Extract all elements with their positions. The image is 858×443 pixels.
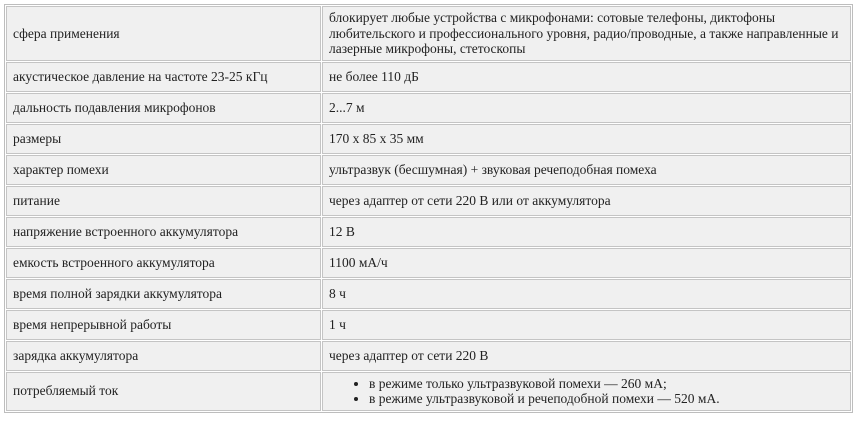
value-cell: 170 х 85 х 35 мм [322, 124, 851, 154]
value-cell: 2...7 м [322, 93, 851, 123]
value-cell: 8 ч [322, 279, 851, 309]
param-cell: дальность подавления микрофонов [6, 93, 321, 123]
param-cell: емкость встроенного аккумулятора [6, 248, 321, 278]
table-row-application [6, 6, 851, 61]
table-row-battery-charging [6, 341, 851, 371]
value-cell [322, 372, 851, 411]
param-cell: питание [6, 186, 321, 216]
param-cell: напряжение встроенного аккумулятора [6, 217, 321, 247]
param-cell: акустическое давление на частоте 23-25 кГц [6, 62, 321, 92]
param-cell: время полной зарядки аккумулятора [6, 279, 321, 309]
param-cell: размеры [6, 124, 321, 154]
specs-table [4, 4, 853, 413]
table-row-suppression-range [6, 93, 851, 123]
value-cell: 1 ч [322, 310, 851, 340]
value-cell: 1100 мА/ч [322, 248, 851, 278]
table-row-acoustic-pressure [6, 62, 851, 92]
value-cell: 12 В [322, 217, 851, 247]
param-cell: характер помехи [6, 155, 321, 185]
value-cell: через адаптер от сети 220 В [322, 341, 851, 371]
table-row-battery-voltage [6, 217, 851, 247]
table-row-current-consumption [6, 372, 851, 411]
table-row-charge-time [6, 279, 851, 309]
value-cell: не более 110 дБ [322, 62, 851, 92]
param-cell: зарядка аккумулятора [6, 341, 321, 371]
list-item: • в режиме ультразвуковой и речеподобной помехи — 520 мА. [369, 391, 845, 407]
param-cell: время непрерывной работы [6, 310, 321, 340]
table-row-battery-capacity [6, 248, 851, 278]
current-consumption-list [329, 376, 845, 407]
value-cell: блокирует любые устройства с микрофонами: сотовые телефоны, диктофоны любительского и профессионального уровня, радио/проводные, а также направленные и лазерные микрофоны, стетоскопы [322, 6, 851, 61]
table-row-power [6, 186, 851, 216]
table-row-operating-time [6, 310, 851, 340]
list-item: • в режиме только ультразвуковой помехи — 260 мА; [369, 376, 845, 392]
table-row-interference-type [6, 155, 851, 185]
param-cell: сфера применения [6, 6, 321, 61]
value-cell: через адаптер от сети 220 В или от аккумулятора [322, 186, 851, 216]
table-row-dimensions [6, 124, 851, 154]
param-cell: потребляемый ток [6, 372, 321, 411]
value-cell: ультразвук (бесшумная) + звуковая речеподобная помеха [322, 155, 851, 185]
